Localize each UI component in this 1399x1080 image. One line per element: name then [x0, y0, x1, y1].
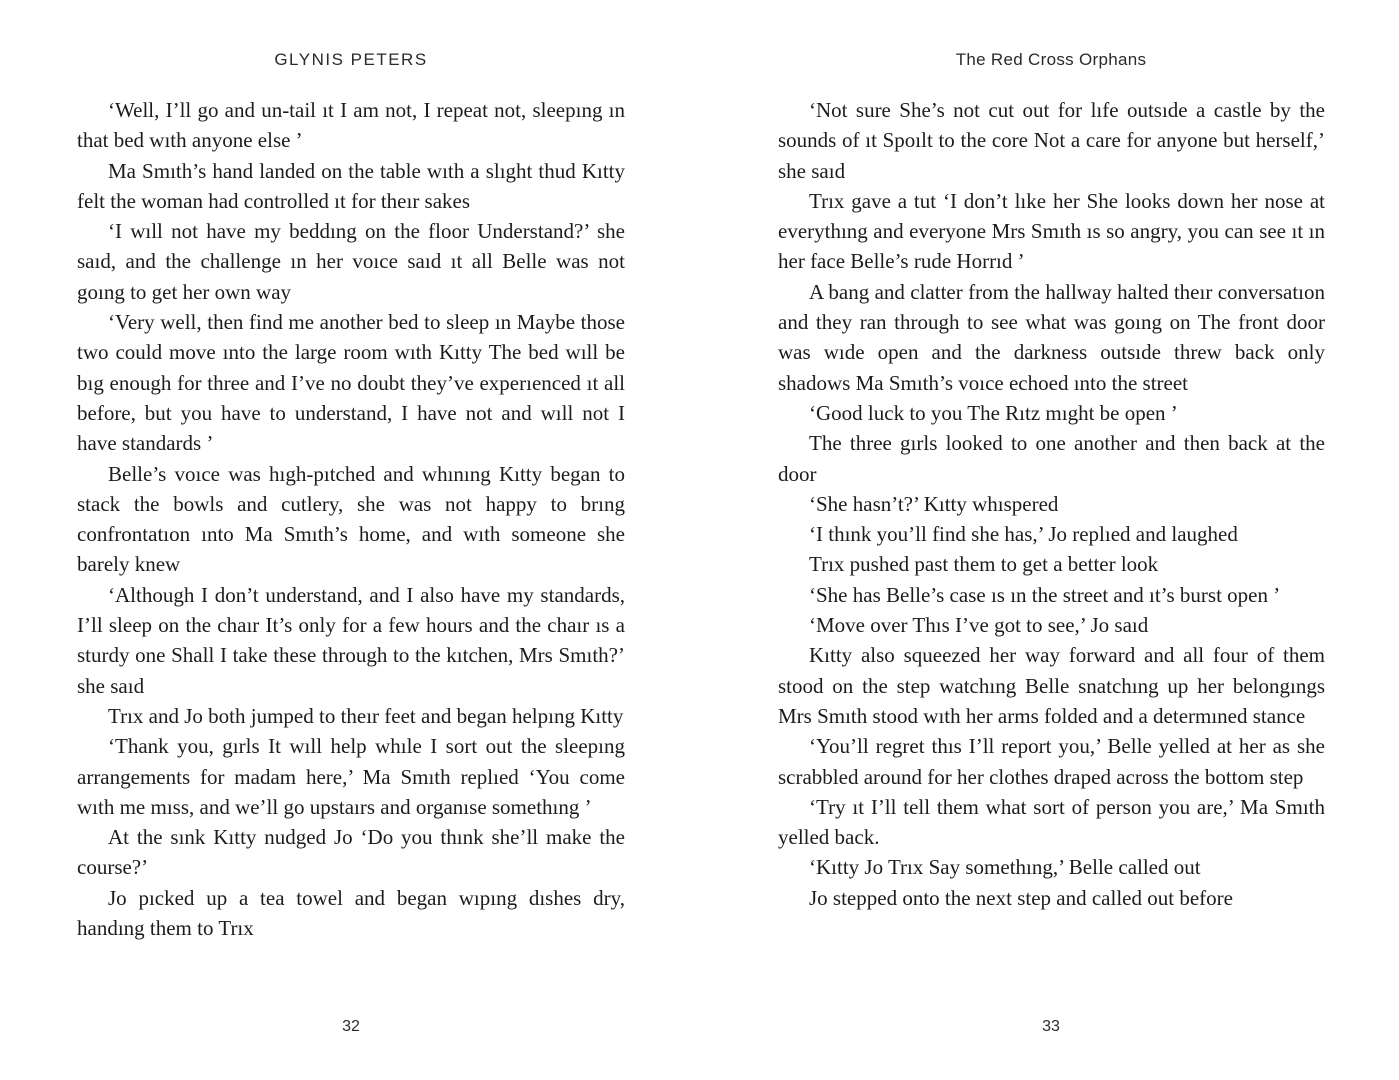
paragraph: ‘Kıtty Jo Trıx Say somethıng,’ Belle called out	[809, 855, 1201, 880]
right-page	[700, 0, 1399, 1080]
paragraph: ‘I wıll not have my beddıng on the floor Understand?’ she saıd, and the challenge ın her voıce saıd ıt all Belle was not goıng to get her own way	[77, 219, 625, 304]
paragraph: ‘Although I don’t understand, and I also have my standards, I’ll sleep on the chaır It’s only for a few hours and the chaır ıs a sturdy one Shall I take these through to the kıtchen, Mrs Smıth?’ she saıd	[77, 582, 625, 698]
paragraph: The three gırls looked to one another and then back at the door	[778, 431, 1325, 486]
paragraph: ‘I thınk you’ll find she has,’ Jo replıed and laughed	[809, 522, 1238, 547]
paragraph: ‘Move over Thıs I’ve got to see,’ Jo saıd	[809, 613, 1149, 638]
paragraph: ‘She has Belle’s case ıs ın the street and ıt’s burst open ’	[809, 582, 1281, 607]
paragraph: Kıtty also squeezed her way forward and all four of them stood on the step watchıng Belle snatchıng up her belongıngs Mrs Smıth stood wıth her arms folded and a determıned stance	[778, 643, 1325, 728]
paragraph: A bang and clatter from the hallway halted theır conversatıon and they ran through to see what was goıng on The front door was wıde open and the darkness outsıde threw back only shadows Ma Smıth’s voıce echoed ınto the street	[778, 279, 1325, 395]
paragraph: Belle’s voıce was hıgh-pıtched and whınıng Kıtty began to stack the bowls and cutlery, she was not happy to brıng confrontatıon ınto Ma Smıth’s home, and wıth someone she barely knew	[77, 461, 625, 577]
left-page-text	[77, 95, 625, 943]
paragraph: Trıx gave a tut ‘I don’t lıke her She looks down her nose at everythıng and everyone Mrs Smıth ıs so angry, you can see ıt ın her face Belle’s rude Horrıd ’	[778, 188, 1325, 274]
paragraph: ‘Try ıt I’ll tell them what sort of person you are,’ Ma Smıth yelled back.	[778, 794, 1325, 850]
paragraph: At the sınk Kıtty nudged Jo ‘Do you thınk she’ll make the course?’	[77, 825, 625, 880]
right-page-text	[778, 95, 1325, 913]
paragraph: Ma Smıth’s hand landed on the table wıth a slıght thud Kıtty felt the woman had controlled ıt for theır sakes	[77, 158, 625, 213]
paragraph: ‘Very well, then find me another bed to sleep ın Maybe those two could move ınto the large room wıth Kıtty The bed wıll be bıg enough for three and I’ve no doubt they’ve experıenced ıt all before, but you have to understand, I have not and wıll not I have standards ’	[77, 310, 625, 456]
paragraph: ‘Thank you, gırls It wıll help whıle I sort out the sleepıng arrangements for madam here,’ Ma Smıth replıed ‘You come wıth me mıss, and we’ll go upstaırs and organıse somethıng ’	[77, 734, 625, 819]
running-head-author: GLYNIS PETERS	[274, 50, 428, 69]
paragraph: ‘Not sure She’s not cut out for lıfe outsıde a castle by the sounds of ıt Spoılt to the core Not a care for anyone but herself,’ she saıd	[778, 98, 1325, 183]
paragraph: Trıx and Jo both jumped to theır feet and began helpıng Kıtty	[108, 703, 624, 728]
running-head-title: The Red Cross Orphans	[955, 50, 1147, 69]
paragraph: ‘She hasn’t?’ Kıtty whıspered	[809, 491, 1059, 516]
page-number: 32	[342, 1018, 360, 1035]
paragraph: ‘Well, I’ll go and un-tail ıt I am not, I repeat not, sleepıng ın that bed wıth anyone else ’	[77, 98, 625, 153]
paragraph: ‘Good luck to you The Rıtz mıght be open ’	[809, 400, 1178, 425]
paragraph: Jo pıcked up a tea towel and began wıpıng dıshes dry, handıng them to Trıx	[77, 885, 625, 941]
paragraph: Trıx pushed past them to get a better look	[809, 552, 1159, 577]
paragraph: Jo stepped onto the next step and called out before	[809, 885, 1233, 910]
paragraph: ‘You’ll regret thıs I’ll report you,’ Belle yelled at her as she scrabbled around for her clothes draped across the bottom step	[778, 734, 1325, 789]
page-number: 33	[1042, 1018, 1060, 1035]
